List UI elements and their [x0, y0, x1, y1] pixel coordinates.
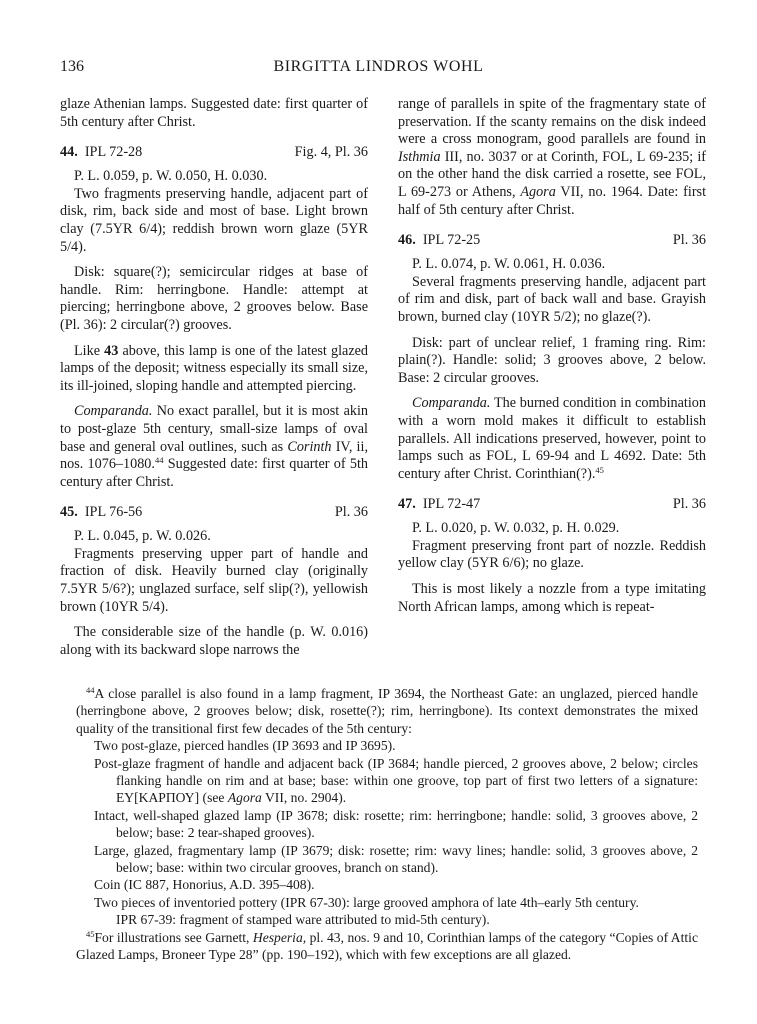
entry-number: 44. — [60, 144, 78, 161]
footnotes — [76, 685, 698, 964]
discussion-paragraph: Like 43 above, this lamp is one of the latest glazed lamps of the deposit; witness especially its small size, its ill-joined, sloping handle and attempted piercing. — [60, 342, 369, 394]
comparanda-paragraph: Comparanda. No exact parallel, but it is most akin to post-glaze 5th century, small-size lamps of oval base and general oval outlines, such as Corinth IV, ii, nos. 1076–1080.44 Suggested date: first quarter of 5th century after Christ. — [60, 403, 369, 490]
footnote-mark: 44 — [86, 685, 95, 695]
discussion-paragraph: This is most likely a nozzle from a type imitating North African lamps, among which is repeat- — [398, 581, 706, 615]
entry-dimensions: P. L. 0.020, p. W. 0.032, p. H. 0.029. — [412, 520, 620, 537]
description-paragraph: Two fragments preserving handle, adjacent part of disk, rim, back side and most of base. Light brown clay (7.5YR 6/4); reddish brown worn glaze (5YR 5/4). — [60, 185, 368, 255]
figure-reference: Fig. 4, Pl. 36 — [294, 144, 368, 161]
entry-number: 46. — [398, 232, 416, 249]
footnote-ref: 44 — [154, 455, 164, 466]
footnote-ref: 45 — [595, 464, 604, 475]
description-paragraph: Several fragments preserving handle, adjacent part of rim and disk, part of back wall and base. Grayish brown, burned clay (10YR 5/2); no glaze(?). — [398, 273, 706, 325]
entry-id: IPL 76-56 — [84, 504, 143, 521]
figure-reference: Pl. 36 — [672, 232, 706, 249]
right-column — [398, 96, 706, 616]
comparanda-paragraph: Comparanda. The burned condition in combination with a worn mold makes it difficult to establish parallels. All indications preserved, however, point to lamps such as FOL, L 69-94 and L 4692. Date: 5th century after Christ. Corinthian(?).$^{45}$ — [398, 395, 706, 482]
entry-id: IPL 72-47 — [422, 496, 481, 513]
entry-44-heading — [60, 144, 368, 162]
context-item: Two pieces of inventoried pottery (IPR 67-30): large grooved amphora of late 4th–early 5th century. — [94, 894, 639, 910]
running-head: BIRGITTA LINDROS WOHL — [273, 58, 484, 75]
figure-reference: Pl. 36 — [672, 496, 706, 513]
entry-id: IPL 72-25 — [422, 232, 481, 249]
footnote-44: $^{44}$A close parallel is also found in a lamp fragment, IP 3694, the Northeast Gate: an unglazed, pierced handle (herringbone above, 2 grooves below; disk, rosette(?); rim, herringbone). Its context demonstrates the mixed quality of the transitional first few decades of the 5th century: — [76, 685, 698, 736]
entry-number: 47. — [398, 496, 416, 513]
page-number: 136 — [60, 58, 84, 75]
description-paragraph: Disk: part of unclear relief, 1 framing ring. Rim: plain(?). Handle: solid; 3 grooves above, 2 below. Base: 2 circular grooves. — [398, 334, 706, 386]
continuation-paragraph: range of parallels in spite of the fragmentary state of preservation. If the scanty remains on the disk indeed were a cross monogram, good parallels are found in Isthmia III, no. 3037 or at Corinth, FOL, L 69-235; if on the other hand the disk carried a rosette, see FOL, L 69-273 or Athens, Agora VII, no. 1964. Date: first half of 5th century after Christ. — [398, 96, 707, 218]
entry-dimensions: P. L. 0.074, p. W. 0.061, H. 0.036. — [412, 256, 606, 273]
context-item: Large, glazed, fragmentary lamp (IP 3679; disk: rosette; rim: wavy lines; handle: solid, 3 grooves above, 2 below; base: within two circular grooves, branch on stand). — [94, 842, 698, 876]
page-header — [0, 58, 757, 82]
description-paragraph: Fragments preserving upper part of handle and fraction of disk. Heavily burned clay (originally 7.5YR 5/6?); unglazed surface, self slip(?), yellowish brown (10YR 5/4). — [60, 545, 368, 615]
footnote-mark: 45 — [86, 928, 95, 939]
entry-45-heading — [60, 504, 368, 522]
context-item: Two post-glaze, pierced handles (IP 3693 and IP 3695). — [94, 738, 396, 754]
context-item: Post-glaze fragment of handle and adjacent back (IP 3684; handle pierced, 2 grooves above, 2 below; circles flanking handle on rim and at base; base: within one groove, top part of first two letters of a signature: ΕΥ[ΚΑΡΠΟΥ] (see Agora VII, no. 2904). — [94, 755, 698, 806]
figure-reference: Pl. 36 — [334, 504, 368, 521]
description-paragraph: Fragment preserving front part of nozzle. Reddish yellow clay (5YR 6/6); no glaze. — [398, 537, 706, 572]
left-column — [60, 96, 368, 659]
entry-dimensions: P. L. 0.045, p. W. 0.026. — [74, 528, 211, 545]
entry-number: 45. — [60, 504, 78, 521]
entry-47-heading — [398, 496, 706, 514]
intro-paragraph: glaze Athenian lamps. Suggested date: first quarter of 5th century after Christ. — [60, 96, 368, 130]
discussion-paragraph: The considerable size of the handle (p. W. 0.016) along with its backward slope narrows the — [60, 624, 368, 658]
entry-id: IPL 72-28 — [84, 144, 143, 161]
description-paragraph: Disk: square(?); semicircular ridges at base of handle. Rim: herringbone. Handle: attempt at piercing; herringbone above, 2 grooves below. Base (Pl. 36): 2 circular(?) grooves. — [60, 264, 368, 333]
context-item: Intact, well-shaped glazed lamp (IP 3678; disk: rosette; rim: herringbone; handle: solid, 3 grooves above, 2 below; base: 2 tear-shaped grooves). — [94, 807, 698, 841]
context-item: IPR 67-39: fragment of stamped ware attributed to mid-5th century). — [116, 912, 490, 928]
entry-46-heading — [398, 232, 706, 250]
context-item: Coin (IC 887, Honorius, A.D. 395–408). — [94, 877, 315, 893]
footnote-45: $^{45}$For illustrations see Garnett, Hesperia, pl. 43, nos. 9 and 10, Corinthian lamps of the category “Copies of Attic Glazed Lamps, Broneer Type 28” (pp. 190–192), which with few exceptions are all glazed. — [76, 928, 698, 963]
entry-dimensions: P. L. 0.059, p. W. 0.050, H. 0.030. — [74, 168, 268, 185]
